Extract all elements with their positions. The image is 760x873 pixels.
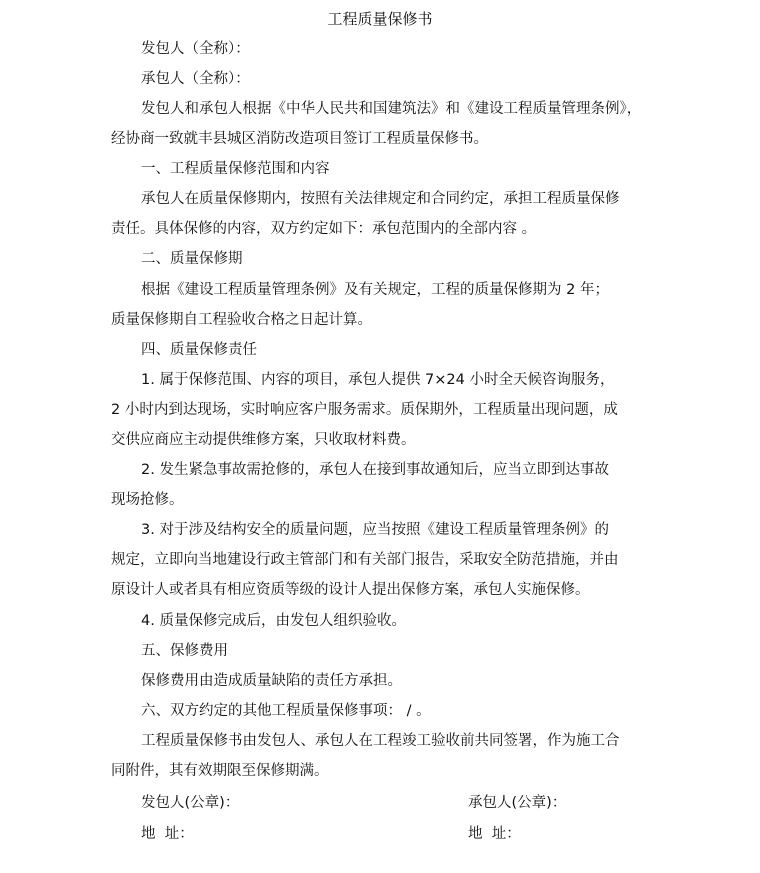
section-heading-fees: 五、保修费用 [141, 643, 228, 659]
section-heading-responsibility: 四、质量保修责任 [141, 342, 257, 358]
paragraph-line: 承包人在质量保修期内，按照有关法律规定和合同约定，承担工程质量保修 [141, 191, 620, 207]
paragraph-line: 4. 质量保修完成后，由发包人组织验收。 [141, 613, 406, 629]
document-title: 工程质量保修书 [327, 10, 433, 28]
paragraph-line: 1. 属于保修范围、内容的项目，承包人提供 7×24 小时全天候咨询服务， [141, 372, 615, 388]
paragraph-line: 2 小时内到达现场，实时响应客户服务需求。质保期外，工程质量出现问题，成 [111, 402, 618, 418]
contractor-name-line: 承包人（全称）： [141, 71, 250, 87]
paragraph-line: 发包人和承包人根据《中华人民共和国建筑法》和《建设工程质量管理条例》， [141, 101, 642, 117]
employer-seal-label: 发包人(公章)： [141, 795, 240, 811]
paragraph-line: 2. 发生紧急事故需抢修的，承包人在接到事故通知后，应当立即到达事故 [141, 462, 609, 478]
contractor-seal-label: 承包人(公章)： [468, 795, 567, 811]
employer-address-label: 地 址： [141, 826, 194, 842]
section-heading-other: 六、双方约定的其他工程质量保修事项： / 。 [141, 703, 431, 719]
paragraph-line: 同附件，其有效期限至保修期满。 [111, 763, 329, 779]
paragraph-line: 保修费用由造成质量缺陷的责任方承担。 [141, 673, 402, 689]
paragraph-line: 规定，立即向当地建设行政主管部门和有关部门报告，采取安全防范措施，并由 [111, 552, 619, 568]
paragraph-line: 交供应商应主动提供维修方案，只收取材料费。 [111, 432, 416, 448]
paragraph-line: 现场抢修。 [111, 492, 184, 508]
section-heading-period: 二、质量保修期 [141, 251, 243, 267]
paragraph-line: 质量保修期自工程验收合格之日起计算。 [111, 312, 372, 328]
contractor-address-label: 地 址： [468, 826, 521, 842]
paragraph-line: 责任。具体保修的内容，双方约定如下：承包范围内的全部内容 。 [111, 221, 537, 237]
paragraph-line: 根据《建设工程质量管理条例》及有关规定，工程的质量保修期为 2 年； [141, 282, 609, 298]
paragraph-line: 经协商一致就丰县城区消防改造项目签订工程质量保修书。 [111, 131, 488, 147]
section-heading-scope: 一、工程质量保修范围和内容 [141, 161, 330, 177]
employer-name-line: 发包人（全称）： [141, 41, 250, 57]
paragraph-line: 工程质量保修书由发包人、承包人在工程竣工验收前共同签署，作为施工合 [141, 733, 620, 749]
paragraph-line: 原设计人或者具有相应资质等级的设计人提出保修方案，承包人实施保修。 [111, 582, 590, 598]
paragraph-line: 3. 对于涉及结构安全的质量问题，应当按照《建设工程质量管理条例》的 [141, 522, 609, 538]
